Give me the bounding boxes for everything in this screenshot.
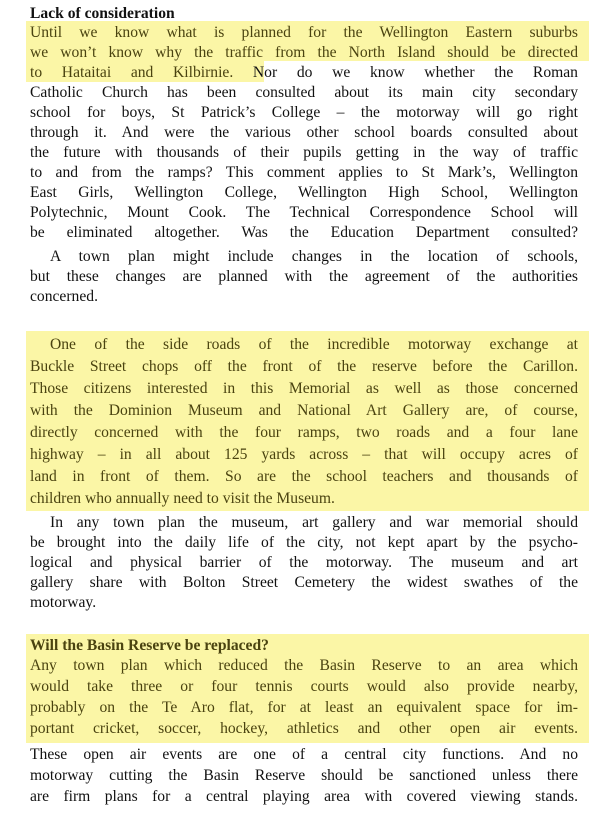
text-line: be brought into the daily life of the city, not kept apart by the psycho- [30,534,578,551]
text-line: the future with thousands of their pupils getting in the way of traffic [30,144,578,161]
text-line: to and from the ramps? This comment applies to St Mark’s, Wellington [30,164,578,181]
text-line: One of the side roads of the incredible motorway exchange at [50,336,578,353]
text-line: logical and physical barrier of the motorway. The museum and art [30,554,578,571]
text-line: These open air events are one of a central city functions. And no [30,746,578,763]
text-line: Any town plan which reduced the Basin Reserve to an area which [30,657,578,674]
text-line: but these changes are planned with the agreement of the authorities [30,268,578,285]
text-line: through it. And were the various other school boards consulted about [30,124,578,141]
text-line: Until we know what is planned for the Wellington Eastern suburbs [30,24,578,41]
text-line: motorway. [30,594,97,611]
text-line: school for boys, St Patrick’s College – the motorway will go right [30,104,578,121]
text-line: portant cricket, soccer, hockey, athletics and other open air events. [30,720,578,737]
text-line: are firm plans for a central playing area with covered viewing stands. [30,788,578,805]
text-line: Buckle Street chops off the front of the reserve before the Carillon. [30,358,578,375]
section-heading: Will the Basin Reserve be replaced? [30,637,269,654]
plain-phrase: Nor do we know whether the Roman [233,64,578,81]
text-line: Catholic Church has been consulted about its main city secondary [30,84,578,101]
text-line: we won’t know why the traffic from the North Island should be directed [30,44,578,61]
text-line: probably on the Te Aro flat, for at least an equivalent space for im- [30,699,578,716]
text-line: Those citizens interested in this Memorial as well as those concerned [30,380,578,397]
text-line: would take three or four tennis courts would also provide nearby, [30,678,578,695]
text-line: children who annually need to visit the Museum. [30,490,335,507]
text-line: highway – in all about 125 yards across – that will occupy acres of [30,446,578,463]
text-line: be eliminated altogether. Was the Education Department consulted? [30,224,578,241]
text-line: directly concerned with the four ramps, two roads and a four lane [30,424,578,441]
text-line: gallery share with Bolton Street Cemetery the widest swathes of the [30,574,578,591]
text-line: East Girls, Wellington College, Wellington High School, Wellington [30,184,578,201]
highlighted-phrase: to Hataitai and Kilbirnie. [30,64,234,81]
text-line: motorway cutting the Basin Reserve should be sanctioned unless there [30,767,578,784]
text-line: concerned. [30,288,98,305]
text-line: In any town plan the museum, art gallery and war memorial should [50,514,578,531]
text-line: land in front of them. So are the school teachers and thousands of [30,468,578,485]
text-line: Polytechnic, Mount Cook. The Technical Correspondence School will [30,204,578,221]
text-line-split [30,63,578,83]
section-heading: Lack of consideration [30,5,175,22]
text-line: A town plan might include changes in the location of schools, [50,248,578,265]
text-line: with the Dominion Museum and National Art Gallery are, of course, [30,402,578,419]
